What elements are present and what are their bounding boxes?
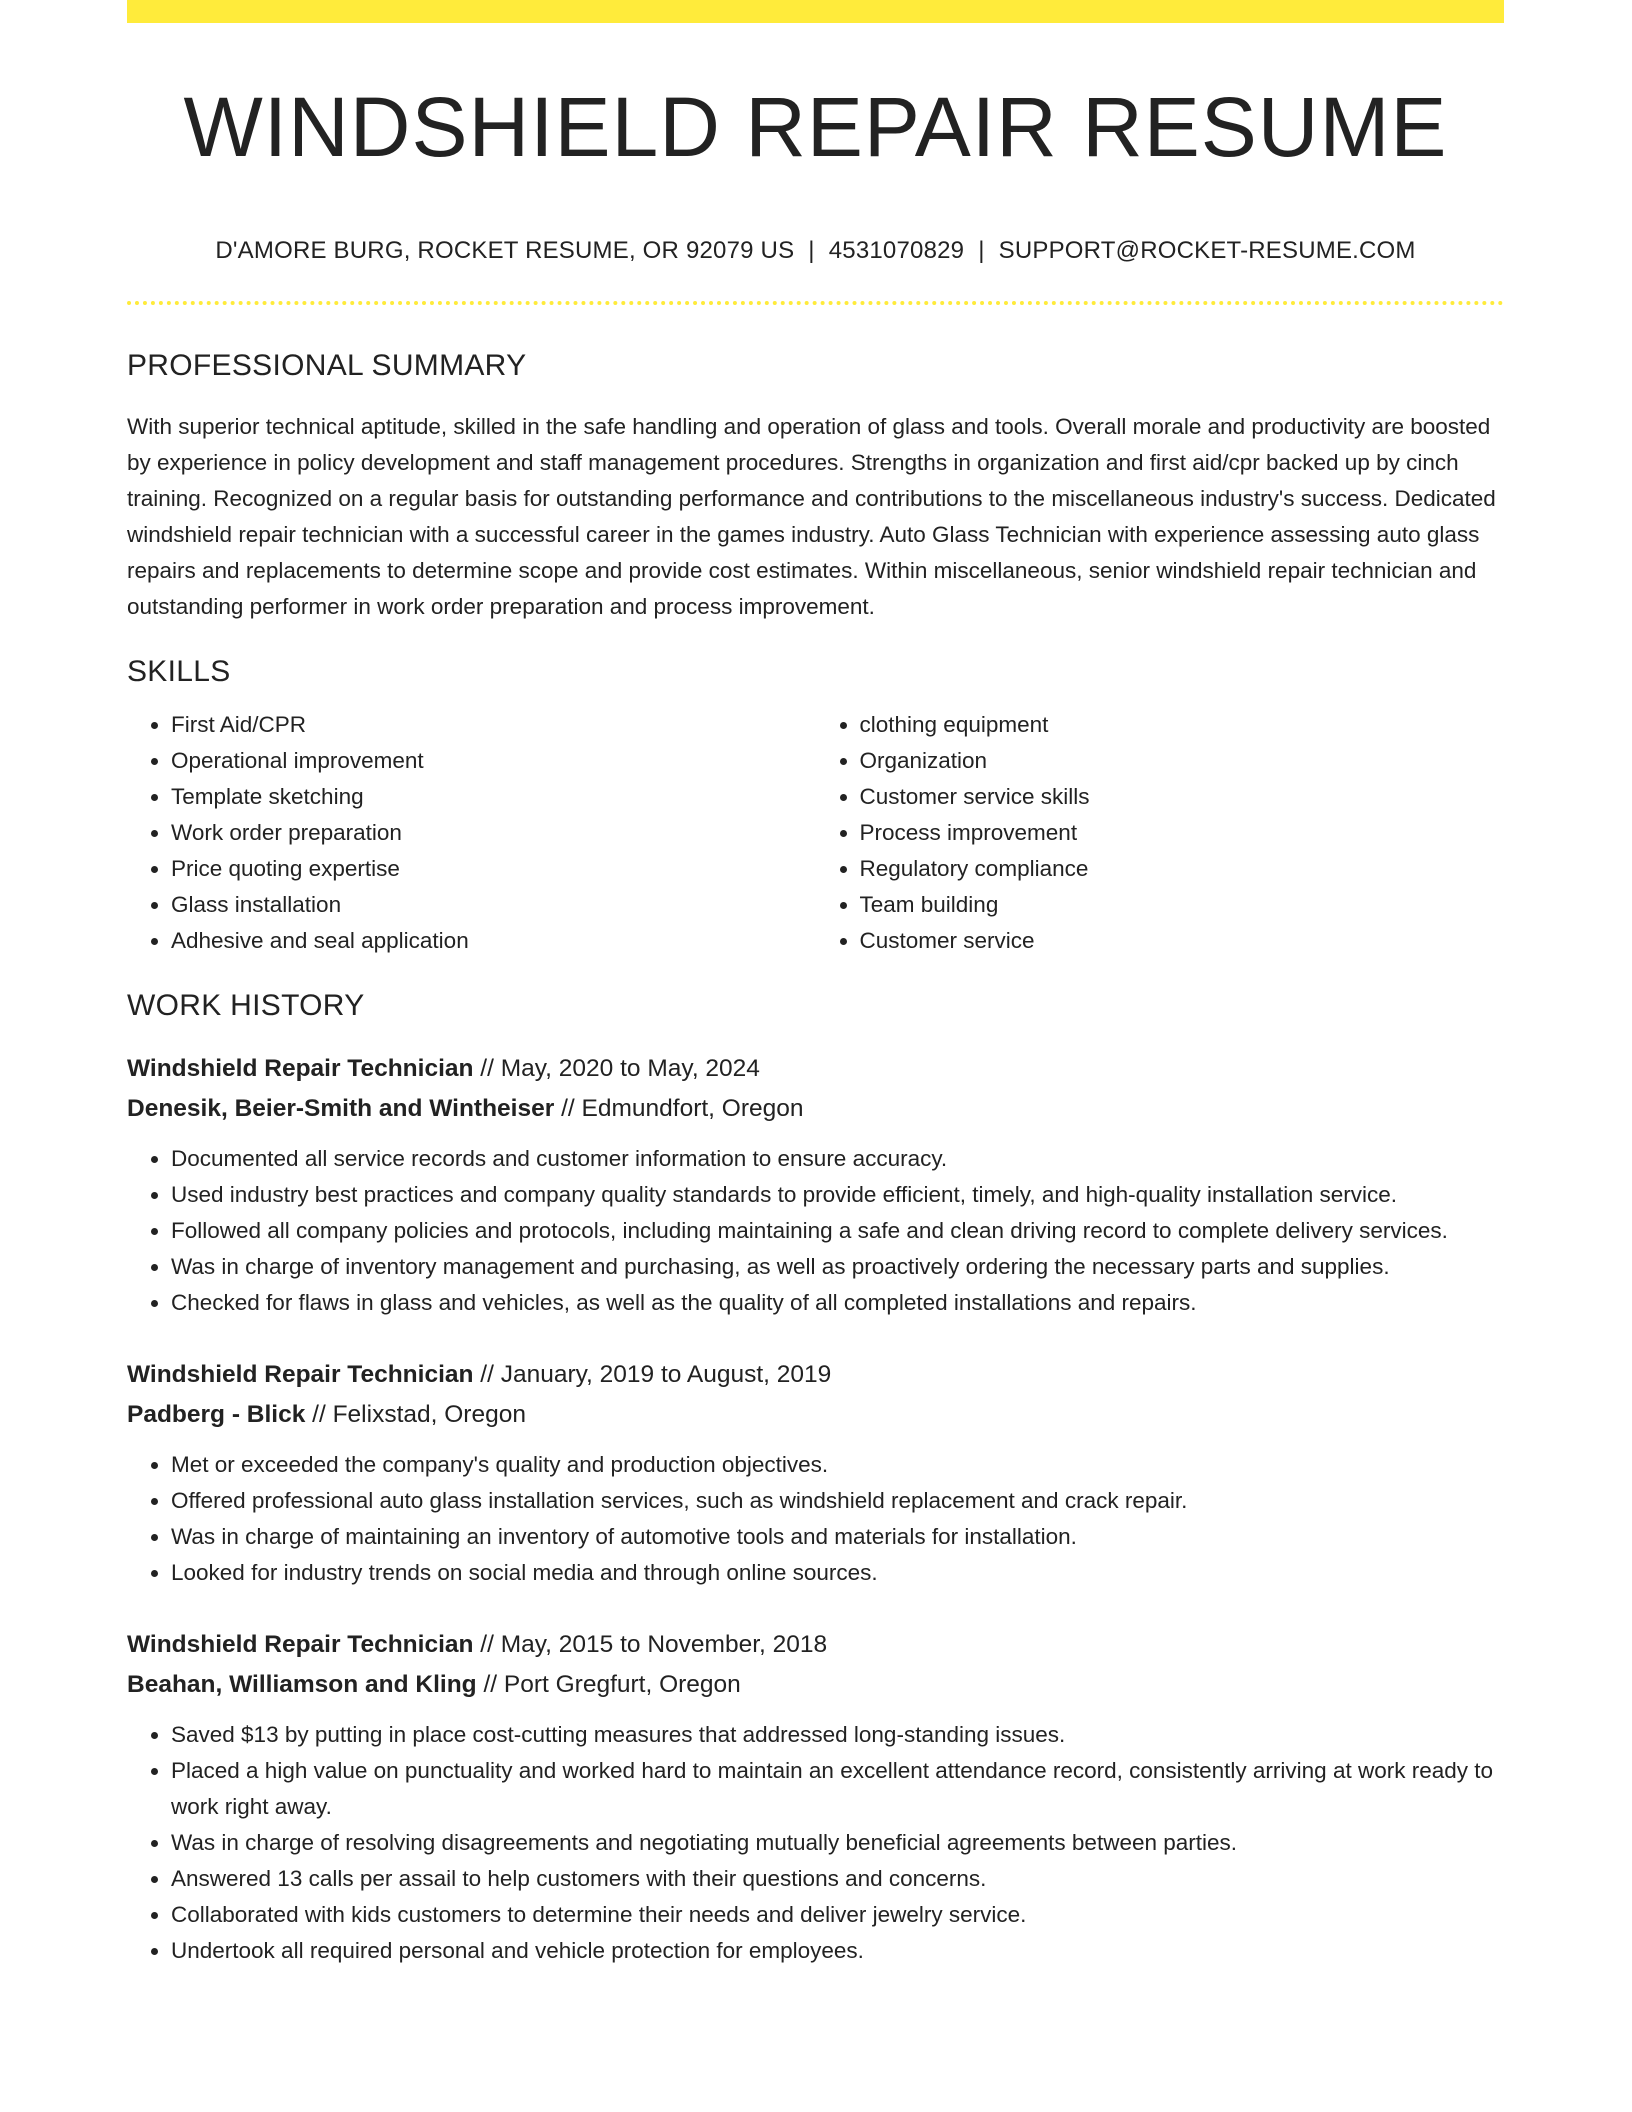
contact-line [127, 237, 1504, 265]
job-bullet: • Placed a high value on punctuality and worked hard to maintain an excellent attendance record, consistently arriving at work ready to work right away. [171, 1753, 1504, 1825]
job-company: Padberg - Blick [127, 1401, 306, 1429]
job-bullets [127, 1717, 1504, 1969]
job-bullet: • Was in charge of resolving disagreements and negotiating mutually beneficial agreements between parties. [171, 1825, 1504, 1861]
job-bullet: • Was in charge of maintaining an inventory of automotive tools and materials for installation. [171, 1519, 1504, 1555]
job-dates: // May, 2020 to May, 2024 [480, 1055, 760, 1083]
contact-address: D'AMORE BURG, ROCKET RESUME, OR 92079 US [215, 237, 795, 265]
accent-top-bar [127, 0, 1504, 23]
job-title: Windshield Repair Technician [127, 1055, 474, 1083]
job-bullet: • Saved $13 by putting in place cost-cutting measures that addressed long-standing issues. [171, 1717, 1504, 1753]
job-bullet: • Followed all company policies and protocols, including maintaining a safe and clean driving record to complete delivery services. [171, 1213, 1504, 1249]
resume-title: WINDSHIELD REPAIR RESUME [183, 80, 1448, 174]
job-entry [127, 1049, 1504, 1321]
skill-item: • clothing equipment [860, 707, 1505, 743]
skill-item: • Team building [860, 887, 1505, 923]
summary-text: With superior technical aptitude, skilled in the safe handling and operation of glass and tools. Overall morale and productivity are boosted by experience in policy development and staff management procedures. Strengths in organization and first aid/cpr backed up by cinch training. Recognized on a regular basis for outstanding performance and contributions to the miscellaneous industry's success. Dedicated windshield repair technician with a successful career in the games industry. Auto Glass Technician with experience assessing auto glass repairs and replacements to determine scope and provide cost estimates. Within miscellaneous, senior windshield repair technician and outstanding performer in work order preparation and process improvement. [127, 414, 1496, 620]
skills-heading: SKILLS [127, 655, 231, 689]
job-bullets [127, 1447, 1504, 1591]
skill-item: • Template sketching [171, 779, 816, 815]
job-company: Denesik, Beier-Smith and Wintheiser [127, 1095, 555, 1123]
skill-item: • Work order preparation [171, 815, 816, 851]
skill-item: • Glass installation [171, 887, 816, 923]
dotted-divider [127, 301, 1504, 305]
job-bullet: • Met or exceeded the company's quality and production objectives. [171, 1447, 1504, 1483]
job-title: Windshield Repair Technician [127, 1361, 474, 1389]
contact-phone: 4531070829 [828, 237, 965, 265]
job-entry [127, 1355, 1504, 1591]
skills-list-left [127, 707, 816, 959]
job-dates: // May, 2015 to November, 2018 [480, 1631, 828, 1659]
job-entry [127, 1625, 1504, 1969]
resume-page [127, 0, 1504, 1969]
job-bullet: • Checked for flaws in glass and vehicles, as well as the quality of all completed installations and repairs. [171, 1285, 1504, 1321]
skill-item: • Process improvement [860, 815, 1505, 851]
skill-item: • Adhesive and seal application [171, 923, 816, 959]
contact-separator: | [978, 237, 985, 265]
skill-item: • Operational improvement [171, 743, 816, 779]
job-bullet: • Collaborated with kids customers to determine their needs and deliver jewelry service. [171, 1897, 1504, 1933]
job-bullet: • Used industry best practices and company quality standards to provide efficient, timely, and high-quality installation service. [171, 1177, 1504, 1213]
skill-item: • Organization [860, 743, 1505, 779]
job-dates: // January, 2019 to August, 2019 [480, 1361, 832, 1389]
skills-list-right [816, 707, 1505, 959]
job-title-line [127, 1355, 1504, 1395]
job-company-line [127, 1089, 1504, 1129]
skill-item: • Customer service skills [860, 779, 1505, 815]
skill-item: • Price quoting expertise [171, 851, 816, 887]
skill-item: • First Aid/CPR [171, 707, 816, 743]
job-title-line [127, 1049, 1504, 1089]
skill-item: • Regulatory compliance [860, 851, 1505, 887]
job-bullet: • Looked for industry trends on social media and through online sources. [171, 1555, 1504, 1591]
job-bullet: • Undertook all required personal and vehicle protection for employees. [171, 1933, 1504, 1969]
summary-heading: PROFESSIONAL SUMMARY [127, 349, 527, 383]
job-company: Beahan, Williamson and Kling [127, 1671, 477, 1699]
job-title-line [127, 1625, 1504, 1665]
job-bullet: • Answered 13 calls per assail to help customers with their questions and concerns. [171, 1861, 1504, 1897]
contact-email: SUPPORT@ROCKET-RESUME.COM [998, 237, 1416, 265]
job-bullets [127, 1141, 1504, 1321]
job-bullet: • Offered professional auto glass installation services, such as windshield replacement and crack repair. [171, 1483, 1504, 1519]
skill-item: • Customer service [860, 923, 1505, 959]
work-history-heading: WORK HISTORY [127, 989, 365, 1023]
contact-separator: | [808, 237, 815, 265]
job-title: Windshield Repair Technician [127, 1631, 474, 1659]
job-location: // Port Gregfurt, Oregon [483, 1671, 741, 1699]
skills-grid [127, 707, 1504, 959]
job-company-line [127, 1665, 1504, 1705]
job-location: // Felixstad, Oregon [312, 1401, 526, 1429]
job-company-line [127, 1395, 1504, 1435]
job-bullet: • Documented all service records and customer information to ensure accuracy. [171, 1141, 1504, 1177]
job-bullet: • Was in charge of inventory management and purchasing, as well as proactively ordering the necessary parts and supplies. [171, 1249, 1504, 1285]
job-location: // Edmundfort, Oregon [561, 1095, 804, 1123]
